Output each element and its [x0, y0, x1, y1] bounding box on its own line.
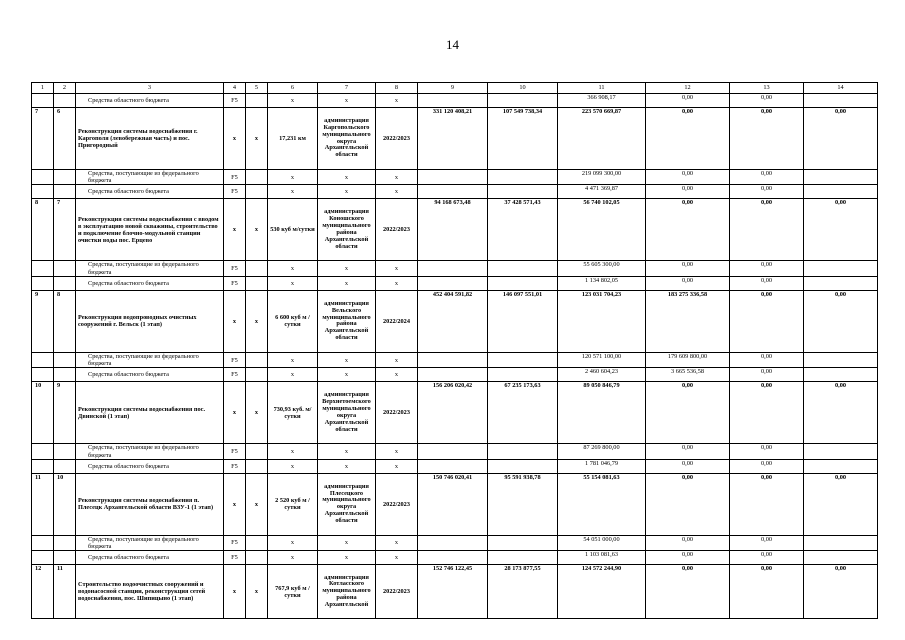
table-cell-col-3: Средства областного бюджета	[76, 276, 224, 290]
table-cell-col-6: 767,9 куб м / сутки	[268, 565, 318, 619]
table-cell-col-9	[418, 170, 488, 185]
table-cell-col-13: 0,00	[730, 170, 804, 185]
table-cell-col-14: 0,00	[804, 382, 878, 444]
table-cell-col-3: Средства, поступающие из федерального бюджета	[76, 352, 224, 367]
table-cell-col-3: Реконструкция системы водоснабжения г. Каргополя (левобережная часть) и пос. Пригородный	[76, 108, 224, 170]
table-cell-col-1	[32, 459, 54, 473]
table-cell-col-4: x	[224, 382, 246, 444]
table-cell-col-7: x	[318, 185, 376, 199]
table-cell-col-4: F5	[224, 261, 246, 276]
table-cell-col-11: 2 460 604,23	[558, 368, 646, 382]
table-cell-col-5	[246, 261, 268, 276]
table-cell-col-13: 0,00	[730, 352, 804, 367]
table-cell-col-10	[488, 170, 558, 185]
table-cell-col-8: 2022/2024	[376, 290, 418, 352]
table-cell-col-6: x	[268, 352, 318, 367]
table-cell-col-13: 0,00	[730, 368, 804, 382]
table-cell-col-3: Реконструкция системы водоснабжения с вводом в эксплуатацию новой скважины, строительство и подключение блочно-модульной станции очистки воды пос. Ерцево	[76, 199, 224, 261]
table-cell-col-1	[32, 352, 54, 367]
table-cell-col-4: F5	[224, 551, 246, 565]
table-cell-col-1	[32, 444, 54, 459]
table-cell-col-3: Строительство водоочистных сооружений и водонасосной станции, реконструкция сетей водоснабжения, пос. Шипицыно (1 этап)	[76, 565, 224, 619]
table-cell-col-2	[54, 185, 76, 199]
table-cell-col-2: 10	[54, 473, 76, 535]
table-cell-col-8: x	[376, 459, 418, 473]
table-cell-col-5	[246, 170, 268, 185]
table-cell-col-14: 0,00	[804, 108, 878, 170]
funding-source-row	[32, 352, 878, 367]
table-cell-col-10: 107 549 738,34	[488, 108, 558, 170]
table-cell-col-5	[246, 459, 268, 473]
table-cell-col-1: 9	[32, 290, 54, 352]
table-cell-col-4: F5	[224, 459, 246, 473]
table-cell-col-12: 0,00	[646, 108, 730, 170]
table-cell-col-9: 331 120 408,21	[418, 108, 488, 170]
table-cell-col-3: Средства областного бюджета	[76, 368, 224, 382]
header-cell: 1	[32, 83, 54, 94]
table-cell-col-5	[246, 551, 268, 565]
table-cell-col-12: 183 275 336,58	[646, 290, 730, 352]
table-cell-col-2	[54, 551, 76, 565]
table-cell-col-7: x	[318, 535, 376, 550]
table-cell-col-11: 123 031 704,23	[558, 290, 646, 352]
table-cell-col-2: 9	[54, 382, 76, 444]
table-header-row	[32, 83, 878, 94]
table-cell-col-10	[488, 352, 558, 367]
table-cell-col-1	[32, 185, 54, 199]
table-cell-col-14	[804, 535, 878, 550]
table-cell-col-3: Средства областного бюджета	[76, 551, 224, 565]
table-cell-col-13: 0,00	[730, 290, 804, 352]
table-cell-col-13: 0,00	[730, 535, 804, 550]
table-cell-col-12: 0,00	[646, 565, 730, 619]
table-cell-col-12: 0,00	[646, 444, 730, 459]
funding-source-row	[32, 551, 878, 565]
funding-source-row	[32, 535, 878, 550]
header-cell: 8	[376, 83, 418, 94]
table-cell-col-9	[418, 444, 488, 459]
header-cell: 5	[246, 83, 268, 94]
table-cell-col-6: x	[268, 261, 318, 276]
table-cell-col-1	[32, 170, 54, 185]
table-cell-col-11: 219 099 300,00	[558, 170, 646, 185]
table-cell-col-1	[32, 261, 54, 276]
table-cell-col-11: 366 908,17	[558, 94, 646, 108]
table-cell-col-10: 37 428 571,43	[488, 199, 558, 261]
header-cell: 12	[646, 83, 730, 94]
table-cell-col-4: F5	[224, 352, 246, 367]
table-cell-col-3: Средства, поступающие из федерального бюджета	[76, 444, 224, 459]
table-cell-col-4: F5	[224, 444, 246, 459]
table-cell-col-4: F5	[224, 535, 246, 550]
table-cell-col-13: 0,00	[730, 276, 804, 290]
project-row	[32, 290, 878, 352]
table-cell-col-4: x	[224, 473, 246, 535]
header-cell: 10	[488, 83, 558, 94]
table-cell-col-1: 8	[32, 199, 54, 261]
table-cell-col-3: Реконструкция системы водоснабжения п. Плесецк Архангельской области ВЗУ-1 (1 этап)	[76, 473, 224, 535]
table-cell-col-7: администрация Плесецкого муниципального округа Архангельской области	[318, 473, 376, 535]
table-cell-col-3: Средства, поступающие из федерального бюджета	[76, 170, 224, 185]
budget-table	[31, 82, 878, 619]
table-cell-col-14	[804, 352, 878, 367]
table-cell-col-8: 2022/2023	[376, 382, 418, 444]
table-cell-col-11: 1 134 802,05	[558, 276, 646, 290]
table-cell-col-2	[54, 459, 76, 473]
table-cell-col-8: 2022/2023	[376, 199, 418, 261]
table-cell-col-14	[804, 276, 878, 290]
table-cell-col-5	[246, 444, 268, 459]
header-cell: 3	[76, 83, 224, 94]
table-cell-col-9: 152 746 122,45	[418, 565, 488, 619]
table-cell-col-10	[488, 276, 558, 290]
table-cell-col-4: x	[224, 290, 246, 352]
table-cell-col-4: F5	[224, 185, 246, 199]
table-cell-col-10	[488, 94, 558, 108]
table-cell-col-12: 0,00	[646, 94, 730, 108]
table-cell-col-11: 124 572 244,90	[558, 565, 646, 619]
table-cell-col-4: F5	[224, 94, 246, 108]
table-cell-col-6: x	[268, 368, 318, 382]
table-cell-col-12: 3 665 536,58	[646, 368, 730, 382]
table-cell-col-5	[246, 352, 268, 367]
table-cell-col-9: 156 206 020,42	[418, 382, 488, 444]
table-cell-col-5: x	[246, 473, 268, 535]
table-cell-col-12: 0,00	[646, 382, 730, 444]
table-cell-col-11: 54 051 000,00	[558, 535, 646, 550]
table-cell-col-13: 0,00	[730, 551, 804, 565]
table-cell-col-5	[246, 185, 268, 199]
table-cell-col-4: x	[224, 199, 246, 261]
table-cell-col-9	[418, 459, 488, 473]
table-cell-col-1	[32, 368, 54, 382]
table-cell-col-8: x	[376, 94, 418, 108]
table-cell-col-11: 55 605 300,00	[558, 261, 646, 276]
table-cell-col-3: Реконструкция водопроводных очистных сооружений г. Вельск (1 этап)	[76, 290, 224, 352]
table-cell-col-7: x	[318, 551, 376, 565]
table-body	[32, 83, 878, 619]
table-cell-col-8: x	[376, 170, 418, 185]
table-cell-col-9: 150 746 020,41	[418, 473, 488, 535]
table-cell-col-7: администрация Каргопольского муниципального округа Архангельской области	[318, 108, 376, 170]
table-cell-col-4: F5	[224, 368, 246, 382]
table-cell-col-13: 0,00	[730, 382, 804, 444]
table-cell-col-4: F5	[224, 276, 246, 290]
table-cell-col-14: 0,00	[804, 199, 878, 261]
table-cell-col-8: x	[376, 444, 418, 459]
header-cell: 9	[418, 83, 488, 94]
funding-source-row	[32, 170, 878, 185]
table-cell-col-10	[488, 185, 558, 199]
table-cell-col-8: x	[376, 368, 418, 382]
table-cell-col-10	[488, 551, 558, 565]
funding-source-row	[32, 276, 878, 290]
table-cell-col-13: 0,00	[730, 473, 804, 535]
table-cell-col-13: 0,00	[730, 94, 804, 108]
table-cell-col-6: x	[268, 170, 318, 185]
table-cell-col-3: Средства областного бюджета	[76, 459, 224, 473]
table-cell-col-8: x	[376, 352, 418, 367]
table-cell-col-1: 10	[32, 382, 54, 444]
table-cell-col-1: 7	[32, 108, 54, 170]
table-cell-col-6: x	[268, 185, 318, 199]
header-cell: 13	[730, 83, 804, 94]
table-cell-col-9	[418, 185, 488, 199]
table-cell-col-4: F5	[224, 170, 246, 185]
header-cell: 14	[804, 83, 878, 94]
table-cell-col-2	[54, 444, 76, 459]
table-cell-col-7: администрация Коношского муниципального района Архангельской области	[318, 199, 376, 261]
table-cell-col-2	[54, 368, 76, 382]
table-cell-col-6: 6 600 куб м / сутки	[268, 290, 318, 352]
table-cell-col-7: x	[318, 170, 376, 185]
table-cell-col-12: 0,00	[646, 185, 730, 199]
funding-source-row	[32, 368, 878, 382]
table-cell-col-8: 2022/2023	[376, 108, 418, 170]
project-row	[32, 382, 878, 444]
page-number: 14	[446, 37, 459, 52]
header-cell: 2	[54, 83, 76, 94]
table-cell-col-13: 0,00	[730, 108, 804, 170]
project-row	[32, 108, 878, 170]
table-cell-col-14: 0,00	[804, 290, 878, 352]
table-cell-col-2	[54, 352, 76, 367]
table-cell-col-14	[804, 170, 878, 185]
table-cell-col-7: x	[318, 352, 376, 367]
table-cell-col-7: администрация Котласского муниципального района Архангельской	[318, 565, 376, 619]
table-cell-col-7: администрация Верхнетоемского муниципального округа Архангельской области	[318, 382, 376, 444]
table-cell-col-7: x	[318, 261, 376, 276]
table-cell-col-8: 2022/2023	[376, 473, 418, 535]
table-cell-col-12: 0,00	[646, 170, 730, 185]
table-cell-col-11: 120 571 100,00	[558, 352, 646, 367]
table-cell-col-10	[488, 459, 558, 473]
table-cell-col-8: x	[376, 551, 418, 565]
table-cell-col-8: x	[376, 276, 418, 290]
table-cell-col-2	[54, 170, 76, 185]
table-cell-col-9	[418, 276, 488, 290]
table-cell-col-10	[488, 261, 558, 276]
project-row	[32, 473, 878, 535]
table-cell-col-14	[804, 94, 878, 108]
table-cell-col-9	[418, 94, 488, 108]
table-cell-col-4: x	[224, 565, 246, 619]
table-cell-col-12: 0,00	[646, 535, 730, 550]
table-cell-col-10	[488, 368, 558, 382]
table-cell-col-1: 11	[32, 473, 54, 535]
table-cell-col-11: 89 050 846,79	[558, 382, 646, 444]
table-cell-col-11: 1 781 046,79	[558, 459, 646, 473]
table-cell-col-13: 0,00	[730, 185, 804, 199]
table-cell-col-14: 0,00	[804, 473, 878, 535]
funding-source-row	[32, 261, 878, 276]
table-cell-col-14	[804, 368, 878, 382]
table-cell-col-2: 8	[54, 290, 76, 352]
table-cell-col-13: 0,00	[730, 565, 804, 619]
table-cell-col-13: 0,00	[730, 459, 804, 473]
table-cell-col-6: x	[268, 459, 318, 473]
table-cell-col-14	[804, 444, 878, 459]
table-cell-col-3: Средства областного бюджета	[76, 185, 224, 199]
table-cell-col-14	[804, 261, 878, 276]
funding-source-row	[32, 459, 878, 473]
table-cell-col-3: Средства областного бюджета	[76, 94, 224, 108]
table-cell-col-11: 223 570 669,87	[558, 108, 646, 170]
table-cell-col-1	[32, 94, 54, 108]
table-cell-col-6: x	[268, 94, 318, 108]
table-cell-col-3: Средства, поступающие из федерального бюджета	[76, 261, 224, 276]
table-cell-col-7: x	[318, 276, 376, 290]
table-cell-col-2: 11	[54, 565, 76, 619]
table-cell-col-4: x	[224, 108, 246, 170]
table-cell-col-2	[54, 261, 76, 276]
table-cell-col-7: администрация Вельского муниципального района Архангельской области	[318, 290, 376, 352]
table-cell-col-14: 0,00	[804, 565, 878, 619]
table-cell-col-5: x	[246, 199, 268, 261]
table-cell-col-9	[418, 535, 488, 550]
table-cell-col-6: x	[268, 551, 318, 565]
table-cell-col-9	[418, 368, 488, 382]
table-cell-col-1	[32, 535, 54, 550]
table-cell-col-12: 0,00	[646, 551, 730, 565]
table-cell-col-8: x	[376, 535, 418, 550]
table-cell-col-5: x	[246, 565, 268, 619]
table-cell-col-5	[246, 535, 268, 550]
table-cell-col-9: 452 404 591,82	[418, 290, 488, 352]
table-cell-col-3: Средства, поступающие из федерального бюджета	[76, 535, 224, 550]
project-row	[32, 565, 878, 619]
table-cell-col-2	[54, 276, 76, 290]
funding-source-row	[32, 185, 878, 199]
table-cell-col-10: 95 591 938,78	[488, 473, 558, 535]
funding-source-row	[32, 94, 878, 108]
table-cell-col-5	[246, 368, 268, 382]
table-cell-col-11: 1 103 081,63	[558, 551, 646, 565]
table-cell-col-11: 87 269 800,00	[558, 444, 646, 459]
project-row	[32, 199, 878, 261]
header-cell: 7	[318, 83, 376, 94]
table-cell-col-1	[32, 276, 54, 290]
table-cell-col-11: 4 471 369,87	[558, 185, 646, 199]
table-cell-col-2: 7	[54, 199, 76, 261]
table-cell-col-7: x	[318, 444, 376, 459]
table-cell-col-3: Реконструкция системы водоснабжения пос. Двинской (1 этап)	[76, 382, 224, 444]
table-cell-col-2: 6	[54, 108, 76, 170]
header-cell: 11	[558, 83, 646, 94]
table-cell-col-5: x	[246, 108, 268, 170]
table-cell-col-14	[804, 185, 878, 199]
table-cell-col-6: x	[268, 444, 318, 459]
table-cell-col-12: 0,00	[646, 473, 730, 535]
table-cell-col-5	[246, 94, 268, 108]
table-cell-col-10: 28 173 877,55	[488, 565, 558, 619]
table-cell-col-9	[418, 352, 488, 367]
table-cell-col-12: 179 609 800,00	[646, 352, 730, 367]
table-cell-col-10	[488, 444, 558, 459]
table-cell-col-6: x	[268, 535, 318, 550]
table-cell-col-9	[418, 261, 488, 276]
table-cell-col-7: x	[318, 459, 376, 473]
table-cell-col-6: 2 520 куб м / сутки	[268, 473, 318, 535]
table-cell-col-5	[246, 276, 268, 290]
table-cell-col-5: x	[246, 382, 268, 444]
table-cell-col-12: 0,00	[646, 199, 730, 261]
table-cell-col-11: 55 154 081,63	[558, 473, 646, 535]
table-cell-col-12: 0,00	[646, 276, 730, 290]
table-cell-col-8: x	[376, 261, 418, 276]
table-cell-col-12: 0,00	[646, 261, 730, 276]
table-cell-col-11: 56 740 102,05	[558, 199, 646, 261]
table-cell-col-2	[54, 94, 76, 108]
table-cell-col-5: x	[246, 290, 268, 352]
table-cell-col-9	[418, 551, 488, 565]
table-cell-col-12: 0,00	[646, 459, 730, 473]
header-cell: 6	[268, 83, 318, 94]
table-cell-col-1: 12	[32, 565, 54, 619]
funding-source-row	[32, 444, 878, 459]
table-cell-col-1	[32, 551, 54, 565]
table-cell-col-14	[804, 459, 878, 473]
table-cell-col-13: 0,00	[730, 444, 804, 459]
header-cell: 4	[224, 83, 246, 94]
table-cell-col-6: 730,93 куб. м/сутки	[268, 382, 318, 444]
table-cell-col-2	[54, 535, 76, 550]
table-cell-col-13: 0,00	[730, 199, 804, 261]
table-cell-col-6: 17,231 км	[268, 108, 318, 170]
table-cell-col-6: 530 куб м/сутки	[268, 199, 318, 261]
table-cell-col-10: 67 235 173,63	[488, 382, 558, 444]
table-cell-col-8: 2022/2023	[376, 565, 418, 619]
table-cell-col-13: 0,00	[730, 261, 804, 276]
table-cell-col-14	[804, 551, 878, 565]
table-cell-col-7: x	[318, 94, 376, 108]
table-cell-col-6: x	[268, 276, 318, 290]
table-cell-col-9: 94 168 673,48	[418, 199, 488, 261]
table-cell-col-10: 146 097 551,01	[488, 290, 558, 352]
table-cell-col-8: x	[376, 185, 418, 199]
table-cell-col-10	[488, 535, 558, 550]
table-cell-col-7: x	[318, 368, 376, 382]
